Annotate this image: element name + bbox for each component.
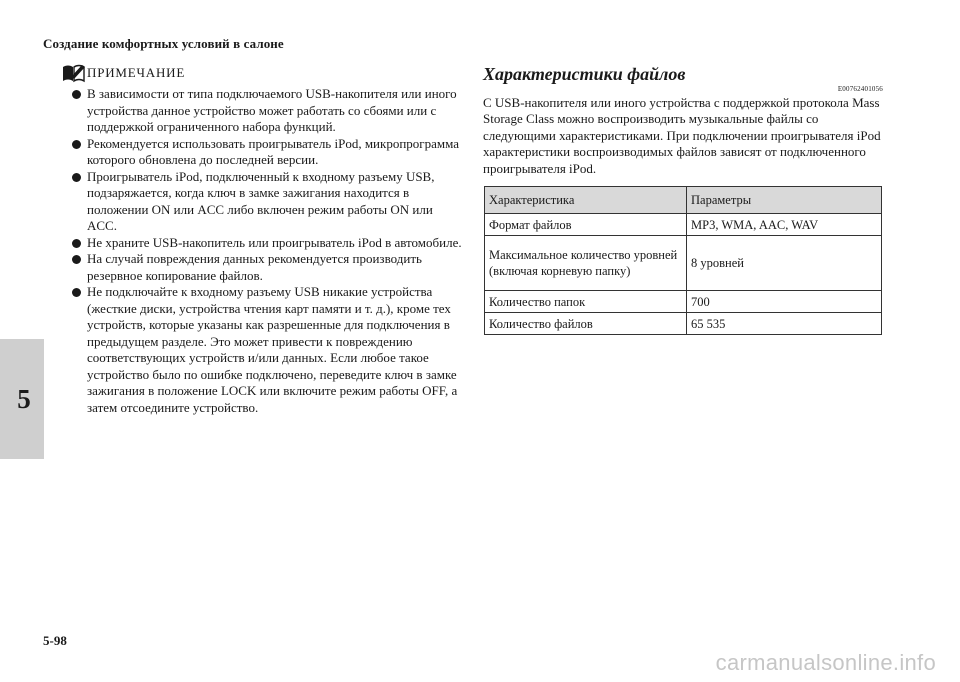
column-header: Характеристика xyxy=(485,187,687,214)
section-body: С USB-накопителя или иного устройства с поддержкой протокола Mass Storage Class можно воспроизводить музыкальные файлы со следующими характеристиками. При подключении проигрывателя iPod характеристики воспроизводимых файлов зависят от подключенного проигрывателя iPod. xyxy=(483,95,881,176)
table-cell: 65 535 xyxy=(687,313,882,335)
list-item: Проигрыватель iPod, подключенный к входному разъему USB, подзаряжается, когда ключ в замке зажигания находится в положении ON или ACC либо включен режим работы ON или ACC. xyxy=(62,169,462,235)
note-header xyxy=(62,62,462,84)
table-header-row xyxy=(485,187,882,214)
chapter-tab xyxy=(0,339,44,459)
list-item: Не храните USB-накопитель или проигрыватель iPod в автомобиле. xyxy=(62,235,462,252)
table-cell: Формат файлов xyxy=(485,214,687,236)
section-title: Характеристики файлов xyxy=(483,64,686,84)
chapter-number: 5 xyxy=(17,383,31,414)
table-cell: 700 xyxy=(687,291,882,313)
note-title: ПРИМЕЧАНИЕ xyxy=(87,65,186,80)
table-cell: Количество папок xyxy=(485,291,687,313)
list-item: Не подключайте к входному разъему USB никакие устройства (жесткие диски, устройства чтения карт памяти и т. д.), кроме тех устройств, которые указаны как разрешенные для подключения в предыдущем разделе. Это может привести к повреждению соответствующих устройств и/или данных. Если любое такое устройство было по ошибке подключено, переведите ключ в замке зажигания в положение LOCK или включите режим работы OFF, а затем отсоедините устройство. xyxy=(62,284,462,416)
bullet-icon xyxy=(72,173,81,182)
table-cell: MP3, WMA, AAC, WAV xyxy=(687,214,882,236)
table-cell: Максимальное количество уровней (включая корневую папку) xyxy=(485,236,687,291)
column-header: Параметры xyxy=(687,187,882,214)
bullet-icon xyxy=(72,239,81,248)
table-row xyxy=(485,214,882,236)
bullet-icon xyxy=(72,140,81,149)
section-code: E00762401056 xyxy=(837,85,883,93)
bullet-icon xyxy=(72,255,81,264)
watermark: carmanualsonline.info xyxy=(715,650,936,675)
running-header: Создание комфортных условий в салоне xyxy=(43,36,284,51)
list-item: В зависимости от типа подключаемого USB-накопителя или иного устройства данное устройство может работать со сбоями или с поддержкой ограниченного набора функций. xyxy=(62,86,462,136)
bullet-icon xyxy=(72,288,81,297)
table-row xyxy=(485,236,882,291)
note-block xyxy=(62,62,462,416)
list-item: Рекомендуется использовать проигрыватель iPod, микропрограмма которого обновлена до последней версии. xyxy=(62,136,462,169)
file-specs-section xyxy=(483,62,883,177)
page-number: 5-98 xyxy=(43,633,67,648)
list-item: На случай повреждения данных рекомендуется производить резервное копирование файлов. xyxy=(62,251,462,284)
note-list xyxy=(62,86,462,416)
note-pencil-icon xyxy=(62,63,86,83)
table-row xyxy=(485,291,882,313)
bullet-icon xyxy=(72,90,81,99)
table-row xyxy=(485,313,882,335)
table-cell: 8 уровней xyxy=(687,236,882,291)
specs-table xyxy=(484,186,882,335)
table-cell: Количество файлов xyxy=(485,313,687,335)
